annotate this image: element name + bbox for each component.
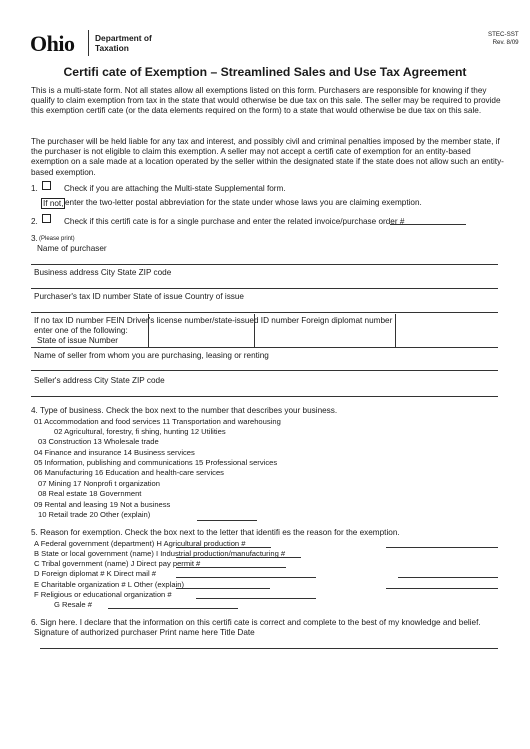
- state-of-issue-label: State of issue Number: [37, 336, 119, 345]
- signature-field[interactable]: [40, 648, 498, 649]
- id-column-divider-1: [148, 314, 149, 348]
- purchaser-name-field[interactable]: [31, 264, 498, 265]
- id-column-divider-2: [254, 314, 255, 348]
- intro-paragraph-1: This is a multi-state form. Not all states allow all exemptions listed on this form. Purchasers are responsible for knowing if they qualify to claim exemption from tax in the state that would otherwise be due tax on this sale. The seller may be required to provide this exemption certifi cate (or the data elements required on the form) to a state that would otherwise be due tax on this sale.: [31, 86, 501, 116]
- agricultural-production-field[interactable]: [176, 547, 271, 548]
- exemption-reason-option[interactable]: F Religious or educational organization #: [34, 590, 172, 599]
- sign-here-declaration: 6. Sign here. I declare that the information on this certifi cate is correct and complete to the best of my knowledge and belief.: [31, 618, 481, 627]
- form-revision: Rev. 8/09: [492, 38, 519, 46]
- please-print-note: (Please print): [39, 236, 75, 242]
- business-type-heading: 4. Type of business. Check the box next to the number that describes your business.: [31, 406, 338, 415]
- alternate-id-field[interactable]: [31, 347, 498, 348]
- business-type-option[interactable]: 08 Real estate 18 Government: [38, 489, 142, 498]
- exemption-reason-option[interactable]: C Tribal government (name) J Direct pay permit #: [34, 559, 201, 568]
- logo-divider: [88, 30, 89, 56]
- item-3-number: 3.: [31, 234, 38, 243]
- no-tax-id-label-1: If no tax ID number FEIN Driver's license number/state-issued ID number Foreign diplomat number: [34, 316, 393, 325]
- exemption-reason-option[interactable]: B State or local government (name) I Industrial production/manufacturing #: [34, 549, 286, 558]
- business-type-option[interactable]: 07 Mining 17 Nonprofi t organization: [38, 479, 160, 488]
- business-other-explain-field[interactable]: [197, 520, 257, 521]
- purchaser-name-label: Name of purchaser: [37, 244, 107, 253]
- item-2-number: 2.: [31, 217, 38, 226]
- foreign-diplomat-field[interactable]: [398, 577, 498, 578]
- department-name: [95, 33, 152, 53]
- if-not-state-field[interactable]: If not,: [43, 199, 64, 208]
- no-tax-id-label-2: enter one of the following:: [34, 326, 128, 335]
- exemption-reason-option[interactable]: G Resale #: [54, 600, 92, 609]
- business-type-option[interactable]: 10 Retail trade 20 Other (explain): [38, 510, 151, 519]
- id-column-divider-3: [395, 314, 396, 348]
- department-line-2: Taxation: [95, 43, 129, 53]
- business-type-option[interactable]: 04 Finance and insurance 14 Business services: [34, 448, 195, 457]
- invoice-number-field[interactable]: [390, 224, 466, 225]
- business-address-field[interactable]: [31, 288, 498, 289]
- federal-department-field[interactable]: [386, 547, 498, 548]
- seller-address-field[interactable]: [31, 396, 498, 397]
- direct-pay-permit-field[interactable]: [176, 567, 286, 568]
- business-type-option[interactable]: 05 Information, publishing and communications 15 Professional services: [34, 458, 278, 467]
- signature-labels: Signature of authorized purchaser Print name here Title Date: [34, 628, 255, 637]
- business-type-option[interactable]: 06 Manufacturing 16 Education and health-care services: [34, 468, 224, 477]
- business-type-option[interactable]: 02 Agricultural, forestry, fi shing, hunting 12 Utilities: [54, 427, 226, 436]
- tax-id-label: Purchaser's tax ID number State of issue Country of issue: [34, 292, 244, 301]
- business-type-option[interactable]: 09 Rental and leasing 19 Not a business: [34, 500, 171, 509]
- item-2-text: Check if this certifi cate is for a single purchase and enter the related invoice/purchase order #: [64, 217, 405, 226]
- exemption-reason-option[interactable]: E Charitable organization # L Other (explain): [34, 580, 184, 589]
- seller-address-label: Seller's address City State ZIP code: [34, 376, 165, 385]
- item-1-if-not-text: enter the two-letter postal abbreviation for the state under whose laws you are claiming exemption.: [65, 198, 422, 207]
- item-1-number: 1.: [31, 184, 38, 193]
- form-identifier: [488, 31, 519, 46]
- business-address-label: Business address City State ZIP code: [34, 268, 172, 277]
- form-id: STEC-SST: [488, 31, 519, 38]
- direct-mail-field[interactable]: [176, 577, 316, 578]
- religious-organization-field[interactable]: [196, 598, 316, 599]
- exemption-reason-heading: 5. Reason for exemption. Check the box next to the letter that identifi es the reason for the exemption.: [31, 528, 400, 537]
- exemption-reason-option[interactable]: D Foreign diplomat # K Direct mail #: [34, 569, 156, 578]
- business-type-option[interactable]: 03 Construction 13 Wholesale trade: [38, 437, 159, 446]
- tax-id-field[interactable]: [31, 312, 498, 313]
- business-type-option[interactable]: 01 Accommodation and food services 11 Transportation and warehousing: [34, 417, 281, 426]
- industrial-production-field[interactable]: [176, 557, 301, 558]
- ohio-logo: Ohio: [30, 31, 75, 56]
- seller-name-field[interactable]: [31, 370, 498, 371]
- exemption-reason-option[interactable]: A Federal government (department) H Agricultural production #: [34, 539, 246, 548]
- other-explain-field[interactable]: [176, 588, 270, 589]
- department-line-1: Department of: [95, 33, 152, 43]
- item-1-text: Check if you are attaching the Multi-state Supplemental form.: [64, 184, 286, 193]
- seller-name-label: Name of seller from whom you are purchasing, leasing or renting: [34, 351, 269, 360]
- single-purchase-checkbox[interactable]: [42, 214, 51, 223]
- form-title: Certifi cate of Exemption – Streamlined Sales and Use Tax Agreement: [63, 65, 467, 79]
- intro-paragraph-2: The purchaser will be held liable for any tax and interest, and possibly civil and criminal penalties imposed by the member state, if the purchaser is not eligible to claim this exemption. A seller may not accept a certifi cate of exemption for an entity-based exemption on a sale made at a location operated by the seller within the designated state if the state does not allow such an entity-based exemption.: [31, 137, 504, 177]
- multistate-supplemental-checkbox[interactable]: [42, 181, 51, 190]
- resale-field[interactable]: [108, 608, 238, 609]
- charitable-organization-field[interactable]: [386, 588, 498, 589]
